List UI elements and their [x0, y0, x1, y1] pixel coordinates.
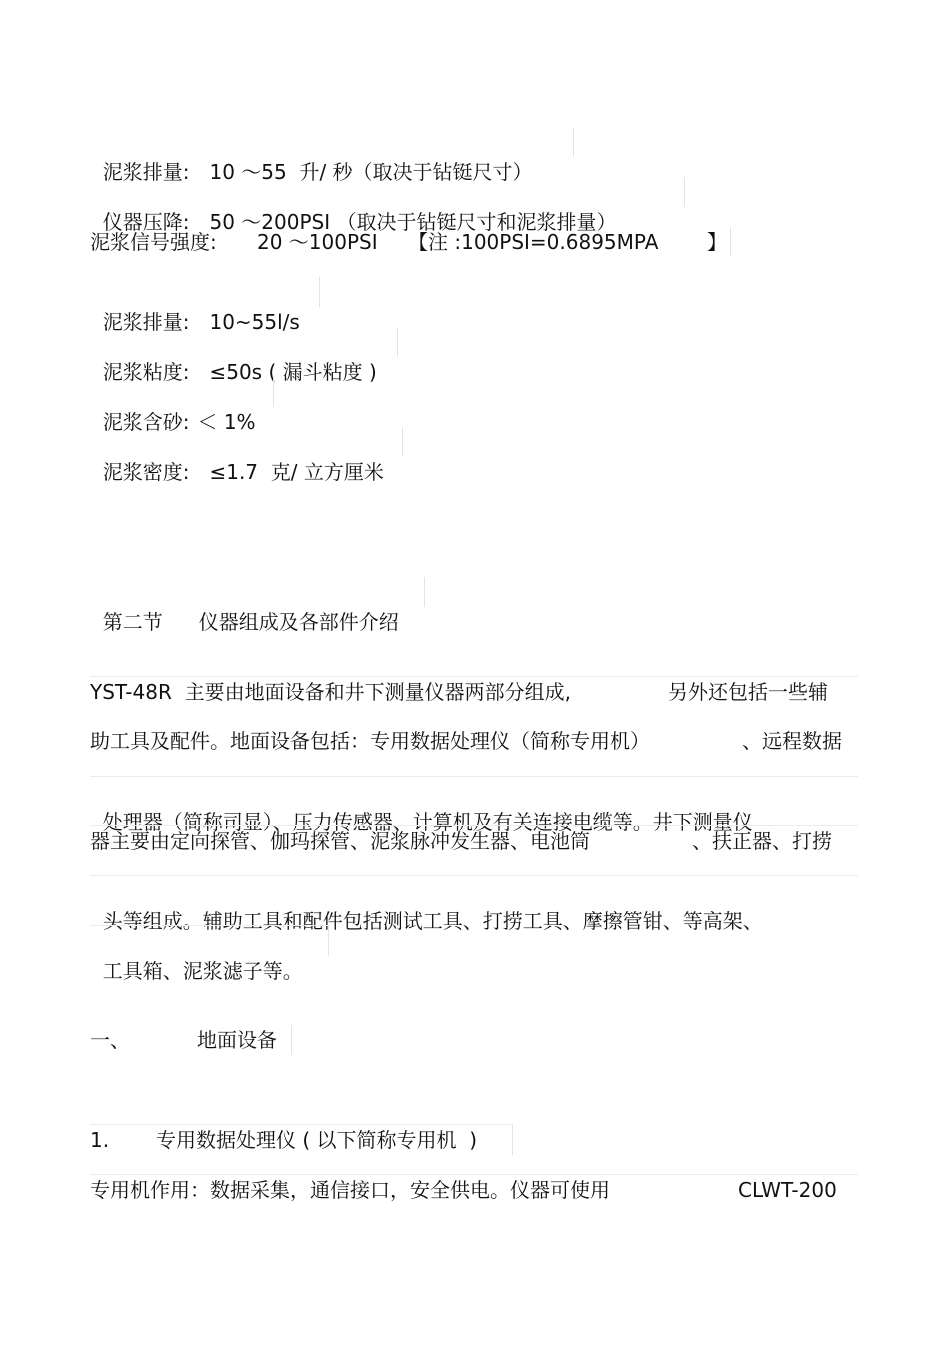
spec-value: ＜ 1% — [197, 410, 256, 434]
paragraph-text: 另外还包括一些辅 — [668, 680, 828, 704]
spec-value: ≤1.7 克/ 立方厘米 — [209, 460, 384, 484]
subsection-number: 一、 — [90, 1028, 130, 1052]
paragraph-line-4 — [90, 825, 858, 856]
spec-line-signal-strength — [90, 227, 731, 257]
spec-label: 泥浆排量: — [102, 160, 190, 184]
item-heading — [90, 1124, 513, 1155]
spec-line-viscosity — [90, 327, 398, 384]
spec-value: 10~55l/s — [209, 310, 300, 334]
paragraph-text: YST-48R 主要由地面设备和井下测量仪器两部分组成, — [90, 680, 571, 704]
paragraph-text: 头等组成。辅助工具和配件包括测试工具、打捞工具、摩擦管钳、等高架、 — [102, 909, 763, 933]
section-heading — [90, 577, 425, 634]
item-title: 专用数据处理仪 ( 以下简称专用机 ) — [156, 1128, 478, 1152]
spec-note: 【注 :100PSI=0.6895MPA — [408, 230, 659, 254]
spec-value: 50 ～200PSI （取决于钻铤尺寸和泥浆排量） — [209, 210, 617, 234]
paragraph-line-last — [90, 1174, 858, 1205]
paragraph-line-6 — [90, 925, 329, 983]
spec-value: 10 ～55 升/ 秒（取决于钻铤尺寸） — [209, 160, 533, 184]
spec-label: 泥浆含砂: — [102, 410, 190, 434]
spec-line-flow — [90, 127, 574, 184]
paragraph-line-3 — [90, 776, 858, 834]
spec-label: 泥浆密度: — [102, 460, 190, 484]
spec-label: 泥浆排量: — [102, 310, 190, 334]
paragraph-line-5 — [90, 875, 858, 933]
paragraph-text: 专用机作用：数据采集，通信接口，安全供电。仪器可使用 — [90, 1178, 610, 1202]
item-number: 1. — [90, 1128, 110, 1152]
spec-line-pressure-drop — [90, 177, 685, 234]
spec-note-close: 】 — [707, 230, 727, 254]
spec-label: 泥浆信号强度: — [90, 230, 217, 254]
subsection-heading — [90, 1025, 292, 1055]
paragraph-text: 助工具及配件。地面设备包括：专用数据处理仪（简称专用机） — [90, 729, 650, 753]
section-number: 第二节 — [102, 610, 163, 634]
model-number: CLWT-200 — [738, 1178, 837, 1202]
paragraph-text: 、远程数据 — [742, 729, 842, 753]
paragraph-text: 、扶正器、打捞 — [692, 829, 832, 853]
paragraph-line-1 — [90, 676, 858, 707]
spec-value: ≤50s ( 漏斗粘度 ) — [209, 360, 377, 384]
spec-line-sand-content — [90, 377, 274, 434]
paragraph-line-2 — [90, 726, 858, 756]
paragraph-text: 工具箱、泥浆滤子等。 — [102, 959, 303, 983]
paragraph-text: 处理器（简称司显）、压力传感器、计算机及有关连接电缆等。井下测量仪 — [102, 810, 753, 834]
spec-line-density — [90, 427, 403, 484]
spec-value: 20 ～100PSI — [257, 230, 378, 254]
spec-line-flow-metric — [90, 277, 320, 334]
section-title: 仪器组成及各部件介绍 — [198, 610, 399, 634]
spec-label: 仪器压降: — [102, 210, 190, 234]
spec-label: 泥浆粘度: — [102, 360, 190, 384]
paragraph-text: 器主要由定向探管、伽玛探管、泥浆脉冲发生器、电池筒 — [90, 829, 590, 853]
subsection-title: 地面设备 — [197, 1028, 277, 1052]
